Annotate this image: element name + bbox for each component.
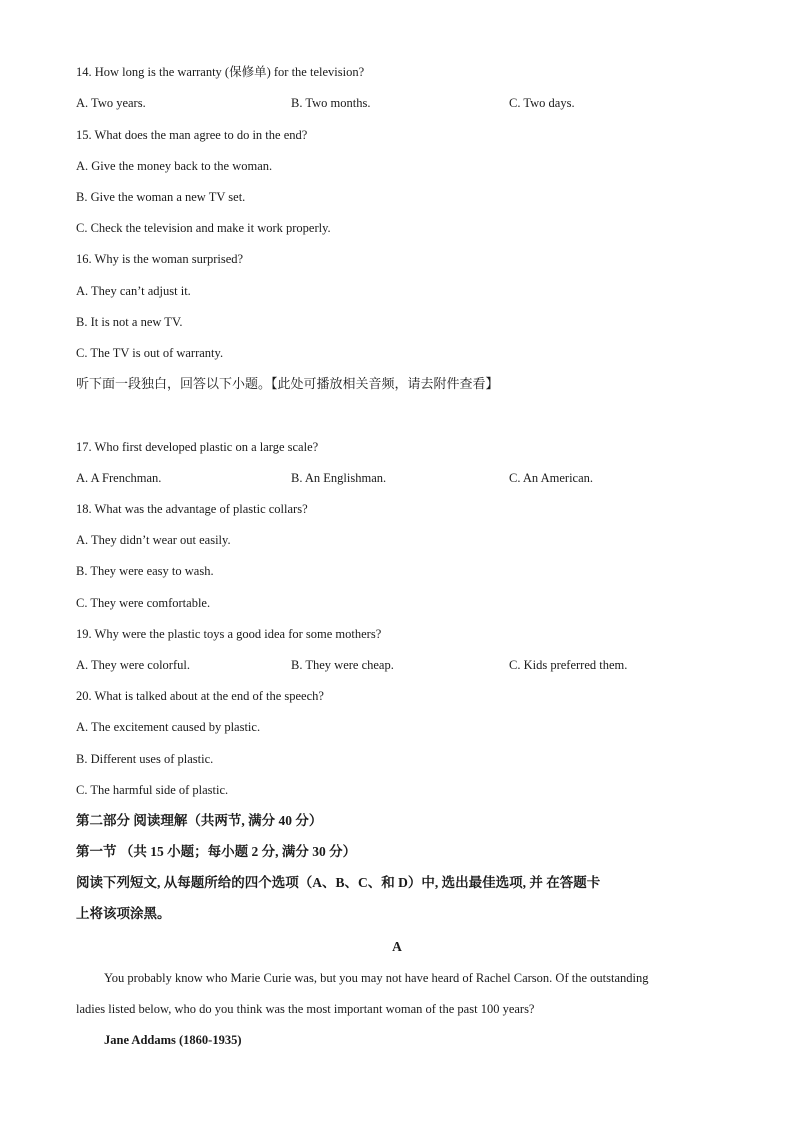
option-b: B. They were cheap. <box>291 658 394 672</box>
passage-line-1: You probably know who Marie Curie was, but you may not have heard of Rachel Carson. Of the outstanding <box>104 971 649 985</box>
reading-instruction-line-1: 阅读下列短文, 从每题所给的四个选项（A、B、C、和 D）中, 选出最佳选项, 并 在答题卡 <box>76 875 601 890</box>
option-c: C. Check the television and make it work properly. <box>76 221 331 235</box>
option-a: A. A Frenchman. <box>76 471 162 485</box>
option-a: A. They were colorful. <box>76 658 190 672</box>
option-c: C. The harmful side of plastic. <box>76 783 229 797</box>
passage-label: A <box>392 939 402 954</box>
option-b: B. An Englishman. <box>291 471 387 485</box>
part-two-heading: 第二部分 阅读理解（共两节, 满分 40 分） <box>76 813 323 828</box>
option-c: C. An American. <box>509 471 594 485</box>
option-b: B. Give the woman a new TV set. <box>76 190 246 204</box>
option-b: B. Different uses of plastic. <box>76 752 214 766</box>
option-a: A. They can’t adjust it. <box>76 284 191 298</box>
option-c: C. The TV is out of warranty. <box>76 346 224 360</box>
monologue-instruction: 听下面一段独白，回答以下小题。【此处可播放相关音频，请去附件查看】 <box>76 376 499 391</box>
question-15: 15. What does the man agree to do in the end? <box>76 128 308 142</box>
option-a: A. They didn’t wear out easily. <box>76 533 231 547</box>
option-b: B. It is not a new TV. <box>76 315 183 329</box>
passage-line-2: ladies listed below, who do you think was the most important woman of the past 100 years? <box>76 1002 535 1016</box>
option-b: B. They were easy to wash. <box>76 564 214 578</box>
section-one-heading: 第一节 （共 15 小题；每小题 2 分, 满分 30 分） <box>76 844 357 859</box>
question-19: 19. Why were the plastic toys a good idea for some mothers? <box>76 627 382 641</box>
reading-instruction-line-2: 上将该项涂黑。 <box>76 906 171 921</box>
question-14: 14. How long is the warranty (保修单) for the television? <box>76 65 365 79</box>
option-a: A. Give the money back to the woman. <box>76 159 273 173</box>
option-a: A. The excitement caused by plastic. <box>76 720 261 734</box>
option-b: B. Two months. <box>291 96 371 110</box>
option-a: A. Two years. <box>76 96 146 110</box>
question-18: 18. What was the advantage of plastic collars? <box>76 502 308 516</box>
passage-subheading: Jane Addams (1860-1935) <box>104 1033 242 1047</box>
option-c: C. They were comfortable. <box>76 596 211 610</box>
option-c: C. Two days. <box>509 96 575 110</box>
question-17: 17. Who first developed plastic on a large scale? <box>76 440 319 454</box>
question-20: 20. What is talked about at the end of the speech? <box>76 689 324 703</box>
question-16: 16. Why is the woman surprised? <box>76 252 244 266</box>
option-c: C. Kids preferred them. <box>509 658 628 672</box>
